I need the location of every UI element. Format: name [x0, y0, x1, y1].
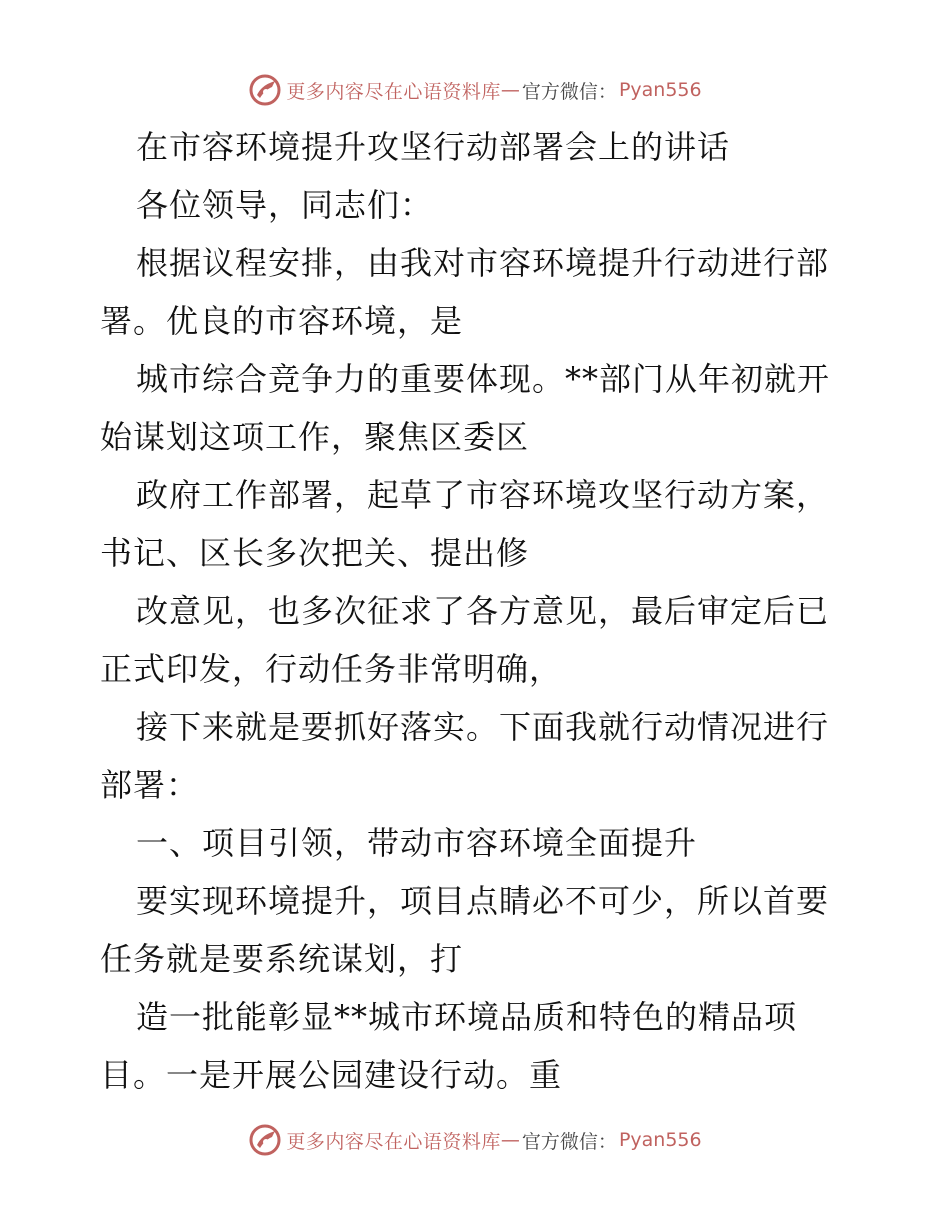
paragraph-line: 政府工作部署，起草了市容环境攻坚行动方案，	[136, 476, 830, 514]
watermark-official-label: 官方微信：	[521, 80, 617, 103]
paragraph-line: 造一批能彰显**城市环境品质和特色的精品项	[136, 998, 798, 1036]
paragraph-line: 要实现环境提升，项目点睛必不可少，所以首要	[136, 882, 830, 920]
watermark-account-id: Pyan556	[618, 79, 702, 101]
paragraph-line: 城市综合竞争力的重要体现。**部门从年初就开	[136, 360, 831, 398]
paragraph-line: 目。一是开展公园建设行动。重	[100, 1056, 563, 1094]
footer-watermark	[0, 1120, 950, 1160]
paragraph-line: 任务就是要系统谋划，打	[100, 940, 464, 978]
watermark-account-id: Pyan556	[618, 1129, 702, 1151]
paragraph-line: 接下来就是要抓好落实。下面我就行动情况进行	[136, 708, 830, 746]
paragraph-line: 根据议程安排，由我对市容环境提升行动进行部	[136, 244, 830, 282]
section-heading: 一、项目引领，带动市容环境全面提升	[136, 824, 698, 862]
paragraph-line: 署。优良的市容环境，是	[100, 302, 464, 340]
watermark-brand-text: 更多内容尽在心语资料库	[286, 1130, 501, 1153]
paragraph-line: 书记、区长多次把关、提出修	[100, 534, 530, 572]
paragraph-line: 改意见，也多次征求了各方意见，最后审定后已	[136, 592, 830, 630]
watermark-official-label: 官方微信：	[521, 1130, 617, 1153]
paragraph-line: 正式印发，行动任务非常明确，	[100, 650, 563, 688]
header-watermark	[0, 70, 950, 110]
paragraph-line: 始谋划这项工作，聚焦区委区	[100, 418, 530, 456]
document-title: 在市容环境提升攻坚行动部署会上的讲话	[136, 128, 731, 166]
document-body	[100, 118, 860, 1104]
ink-brush-logo-icon	[248, 1123, 282, 1157]
paragraph-line: 部署：	[100, 766, 200, 804]
watermark-dash: —	[500, 1129, 520, 1151]
watermark-dash: —	[500, 79, 520, 101]
salutation: 各位领导，同志们：	[136, 186, 434, 224]
ink-brush-logo-icon	[248, 73, 282, 107]
watermark-brand-text: 更多内容尽在心语资料库	[286, 80, 501, 103]
